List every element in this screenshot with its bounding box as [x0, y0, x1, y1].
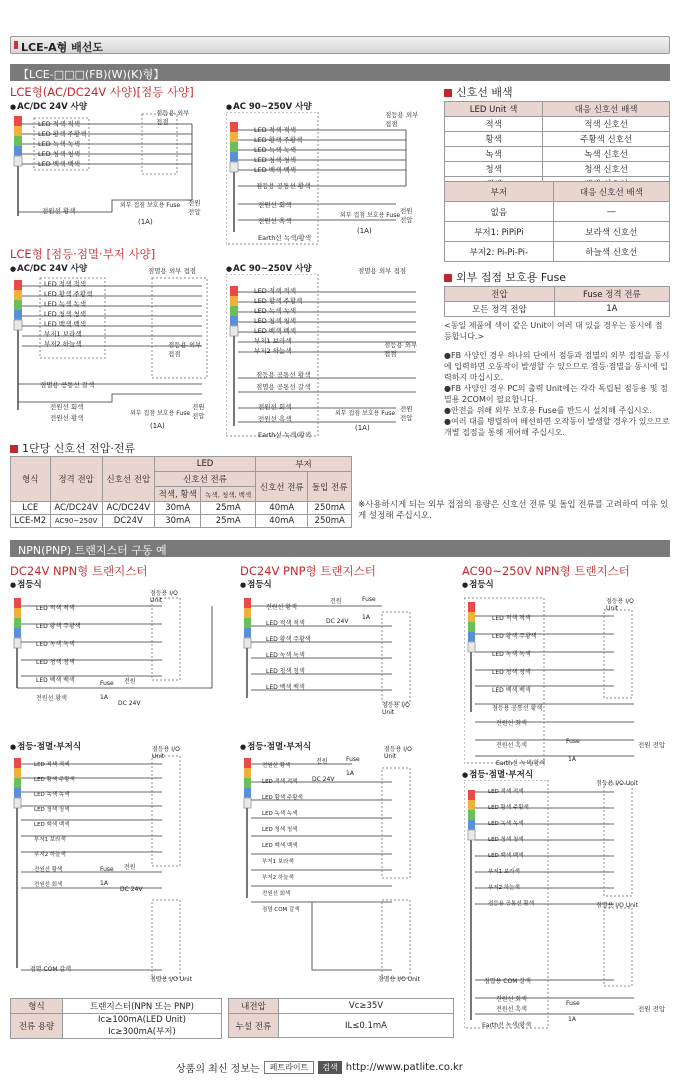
fuse-c3: Fuse [566, 738, 580, 745]
fuse-1a-3: (1A) [150, 422, 165, 430]
col1-sub-lbb: ● 점등·점멸·부저식 [10, 740, 81, 752]
ac-npn-lit-labels: LED 적색 적색 LED 황색 주황색 LED 녹색 녹색 LED 청색 청색 LED 백색 백색 점등용 공통선 황색 [492, 615, 543, 712]
power-c1: 전원 [124, 678, 136, 685]
section-lbb-title: LCE형 [점등·점멸·부저 사양] [10, 247, 156, 261]
io-blink-2: 점멸용 I/O Unit [378, 976, 420, 983]
contact-blink-4: 점멸용 외부 접점 [358, 267, 407, 275]
col2-title: DC24V PNP형 트랜지스터 [240, 564, 376, 578]
search-input[interactable]: 페트라이트 [264, 1061, 315, 1074]
series-bar: 【LCE-□□□(FB)(W)(K)형】 [10, 64, 670, 81]
fuse-c1b: Fuse [100, 866, 114, 873]
power-volt-2: 전원 전압 [400, 207, 413, 224]
io-lit-4: 점등용 I/O Unit [152, 746, 180, 760]
contact-lit-4: 점등용 외부 접점 [384, 341, 418, 358]
blink-common-3: 점멸용 공통선 갈색 [40, 381, 95, 389]
power-c1b: 전원 [124, 864, 136, 871]
power-black-2: 전원선 흑색 [258, 217, 292, 225]
fuse-1a-1: (1A) [138, 218, 153, 226]
fuse-note-1: 외부 접점 보호용 Fuse [120, 202, 181, 209]
footer-text: 상품의 최신 정보는 [176, 1064, 260, 1075]
col1-sub-lit: ● 점등식 [10, 578, 42, 590]
onea-c3: 1A [568, 756, 576, 763]
sub-acdc-2: ● AC/DC 24V 사양 [10, 262, 87, 274]
pv-c3b: 전원 전압 [638, 1005, 666, 1013]
pw-c3b: 전원선 회색 [496, 996, 527, 1003]
npn-lit-labels: LED 적색 적색 LED 황색 주황색 LED 녹색 녹색 LED 청색 청색 LED 백색 백색 전원선 황색 [36, 605, 81, 702]
io-lit-5: 점등용 I/O Unit [384, 746, 412, 760]
blink-common-4: 점멸용 공통선 갈색 [256, 383, 311, 391]
io-blink-3: 점멸용 I/O Unit [596, 902, 638, 909]
contact-lit-3: 점등용 외부 접점 [168, 341, 202, 358]
dc24-c2b: DC 24V [312, 776, 335, 783]
earth-c3: Earth선 녹색/황색 [496, 760, 545, 767]
power-white-3: 전원선 회색 [50, 403, 84, 411]
col2-sub-lbb: ● 점등·점멸·부저식 [240, 740, 311, 752]
fuse-note-3: 외부 접점 보호용 Fuse [130, 410, 191, 417]
fuse-note-2: 외부 접점 보호용 Fuse [340, 212, 401, 219]
onea-c1b: 1A [100, 880, 108, 887]
contact-label-2: 점등용 외부 접점 [385, 111, 419, 128]
spec-title: 1단당 신호선 전압·전류 [10, 440, 135, 456]
com-c1: 점멸 COM 갈색 [30, 966, 72, 973]
power-yellow-3: 전원선 황색 [50, 414, 84, 422]
power-white-2: 전원선 회색 [258, 201, 292, 209]
pb-c3b: 전원선 흑색 [496, 1006, 527, 1013]
fuse-c2: Fuse [362, 596, 376, 603]
earth-4: Earth선 녹색/황색 [258, 431, 312, 439]
pnp-lbb-labels: 전원선 황색 LED 적색 적색 LED 황색 주황색 LED 녹색 녹색 LED 청색 청색 LED 백색 백색 부저1 보라색 부저2 하늘색 전원선 회색 점멸 COM 갈색 [262, 763, 303, 913]
site-url[interactable]: http://www.patlite.co.kr [345, 1062, 463, 1073]
io-lit-3: 점등용 I/O Unit [606, 598, 634, 612]
fuse-c2b: Fuse [346, 756, 360, 763]
onea-c3b: 1A [568, 1016, 576, 1023]
notes-right: <동일 제품에 색이 같은 Unit이 여러 대 있을 경우는 동시에 점등합니다.> ●FB 사양인 경우 하나의 단에서 점등과 점멸의 외부 접점을 동시에 입력하면 오동작이 발생할 수 있으므로 점등·점멸을 동시에 입력하지 마십시오. ●FB 사양인 경우 PC의 출력 Unit에는 각각 독립된 점등용 및 점멸용 2COM이 필요합니다. ●안전을 위해 외부 보호용 Fuse를 반드시 설치해 주십시오. ●여러 대를 병렬하여 배선하면 오작동이 발생할 경우가 있으므로 개별 접점을 통해 제어해 주십시오. [444, 321, 670, 437]
io-blink-1: 점멸용 I/O Unit [150, 976, 192, 983]
pv-c3: 전원 전압 [638, 741, 666, 749]
common-label-2: 점등용 공통선 황색 [256, 182, 311, 190]
sub-ac-1: ● AC 90~250V 사양 [226, 100, 312, 112]
power-black-4: 전원선 흑색 [258, 415, 292, 423]
power-white-4: 전원선 회색 [258, 403, 292, 411]
power-label-1: 전원선 황색 [42, 207, 76, 215]
npn-lbb-labels: LED 적색 적색 LED 황색 주황색 LED 녹색 녹색 LED 청색 청색 LED 백색 백색 부저1 보라색 부저2 하늘색 전원선 황색 전원선 회색 [34, 762, 75, 888]
spec-table: 형식 정격 전압 신호선 전압 LED 부저 신호선 전류 신호선 전류 돌입 전류 적색, 황색 녹색, 청색, 백색 LCE AC/DC24V AC/DC24V 30mA 25mA 40mA 250mA LCE-M2 AC90~250V DC24V 30mA 25mA 40mA 250mA [10, 456, 352, 528]
buzzer-table: 부저 대응 신호선 배색 없음 ― 부저1: PiPiPi 보라색 신호선 부저2: Pi-Pi-Pi- 하늘색 신호선 [444, 181, 670, 262]
sub-ac-2: ● AC 90~250V 사양 [226, 262, 312, 274]
col3-title: AC90~250V NPN형 트랜지스터 [462, 564, 630, 578]
led-labels-4: LED 적색 적색 LED 황색 주황색 LED 녹색 녹색 LED 청색 청색 LED 백색 백색 부저1 보라색 부저2 하늘색 [254, 287, 303, 355]
onea-c2b: 1A [346, 770, 354, 777]
power-c2: 전원 [330, 598, 342, 605]
col3-sub-lit: ● 점등식 [462, 578, 494, 590]
common-yellow-4: 점등용 공통선 황색 [256, 371, 311, 379]
io-lit-6: 점등용 I/O Unit [596, 780, 638, 787]
fuse-table: 전압 Fuse 정격 전류 모든 정격 전압 1A [444, 286, 670, 317]
power-volt-3: 전원 전압 [192, 403, 205, 420]
io-lit-2: 점등용 I/O Unit [382, 702, 410, 716]
power-volt-1: 전원 전압 [188, 199, 201, 216]
search-button[interactable]: 검색 [318, 1061, 341, 1074]
fuse-1a-4: (1A) [355, 424, 370, 432]
io-lit-1: 점등용 I/O Unit [150, 590, 178, 604]
power-volt-4: 전원 전압 [400, 405, 413, 422]
fuse-table-title: 외부 접점 보호용 Fuse [444, 269, 566, 285]
signal-table-title: 신호선 배색 [444, 84, 513, 100]
dc24-c2: DC 24V [326, 618, 349, 625]
section-lit-title: LCE형(AC/DC24V 사양)[점등 사양] [10, 85, 194, 99]
col3-sub-lbb: ● 점등·점멸·부저식 [462, 768, 533, 780]
page-title: LCE-A형 배선도 [10, 36, 670, 54]
sub-acdc-1: ● AC/DC 24V 사양 [10, 100, 87, 112]
earth-2: Earth선 녹색/황색 [258, 234, 312, 242]
pw-c3: 전원선 회색 [496, 720, 527, 727]
led-labels-1: LED 적색 적색 LED 황색 주황색 LED 녹색 녹색 LED 청색 청색 LED 백색 백색 [38, 120, 87, 168]
pnp-lit-labels: 전원선 황색 LED 적색 적색 LED 황색 주황색 LED 녹색 녹색 LED 청색 청색 LED 백색 백색 [266, 604, 311, 691]
contact-blink-3: 점멸용 외부 접점 [148, 267, 197, 275]
ac-npn-lbb-labels: LED 적색 적색 LED 황색 주황색 LED 녹색 녹색 LED 청색 청색 LED 백색 백색 부저1 보라색 부저2 하늘색 점등용 공통선 황색 [488, 789, 535, 907]
signal-table: LED Unit 색 대응 신호선 배색 적색 적색 신호선 황색 주황색 신호선 녹색 녹색 신호선 청색 청색 신호선 [444, 101, 670, 192]
contact-label-1: 점등용 외부 접점 [156, 109, 190, 126]
col1-title: DC24V NPN형 트랜지스터 [10, 564, 148, 578]
earth-c3b: Earth선 녹색/황색 [482, 1022, 531, 1029]
footer [176, 1060, 463, 1075]
power-c2b: 전원 [316, 758, 328, 765]
fuse-1a-2: (1A) [357, 227, 372, 235]
transistor-table: 형식 트랜지스터(NPN 또는 PNP) 전류 용량 Ic≥100mA(LED Unit) Ic≥300mA(부저) [10, 998, 222, 1039]
voltage-table: 내전압 Vc≥35V 누설 전류 IL≤0.1mA [228, 998, 454, 1038]
npn-bar: NPN(PNP) 트랜지스터 구동 예 [10, 540, 670, 557]
spec-note: ※사용하시게 되는 외부 접점의 용량은 신호선 전류 및 돌입 전류를 고려하여 여유 있게 설정해 주십시오. [358, 500, 669, 521]
led-labels-3: LED 적색 적색 LED 황색 주황색 LED 녹색 녹색 LED 청색 청색 LED 백색 백색 부저1 보라색 부저2 하늘색 [44, 280, 93, 348]
dc24-c1b: DC 24V [120, 886, 143, 893]
dc24-c1: DC 24V [118, 700, 141, 707]
pb-c3: 전원선 흑색 [496, 742, 527, 749]
fuse-c3b: Fuse [566, 1000, 580, 1007]
fuse-note-4: 외부 접점 보호용 Fuse [335, 410, 396, 417]
col2-sub-lit: ● 점등식 [240, 578, 272, 590]
led-labels-2: LED 적색 적색 LED 황색 주황색 LED 녹색 녹색 LED 청색 청색 LED 백색 백색 [254, 126, 303, 174]
fuse-c1: Fuse [100, 680, 114, 687]
onea-c1: 1A [100, 694, 108, 701]
onea-c2: 1A [362, 614, 370, 621]
com-c3: 점멸용 COM 갈색 [484, 978, 531, 985]
